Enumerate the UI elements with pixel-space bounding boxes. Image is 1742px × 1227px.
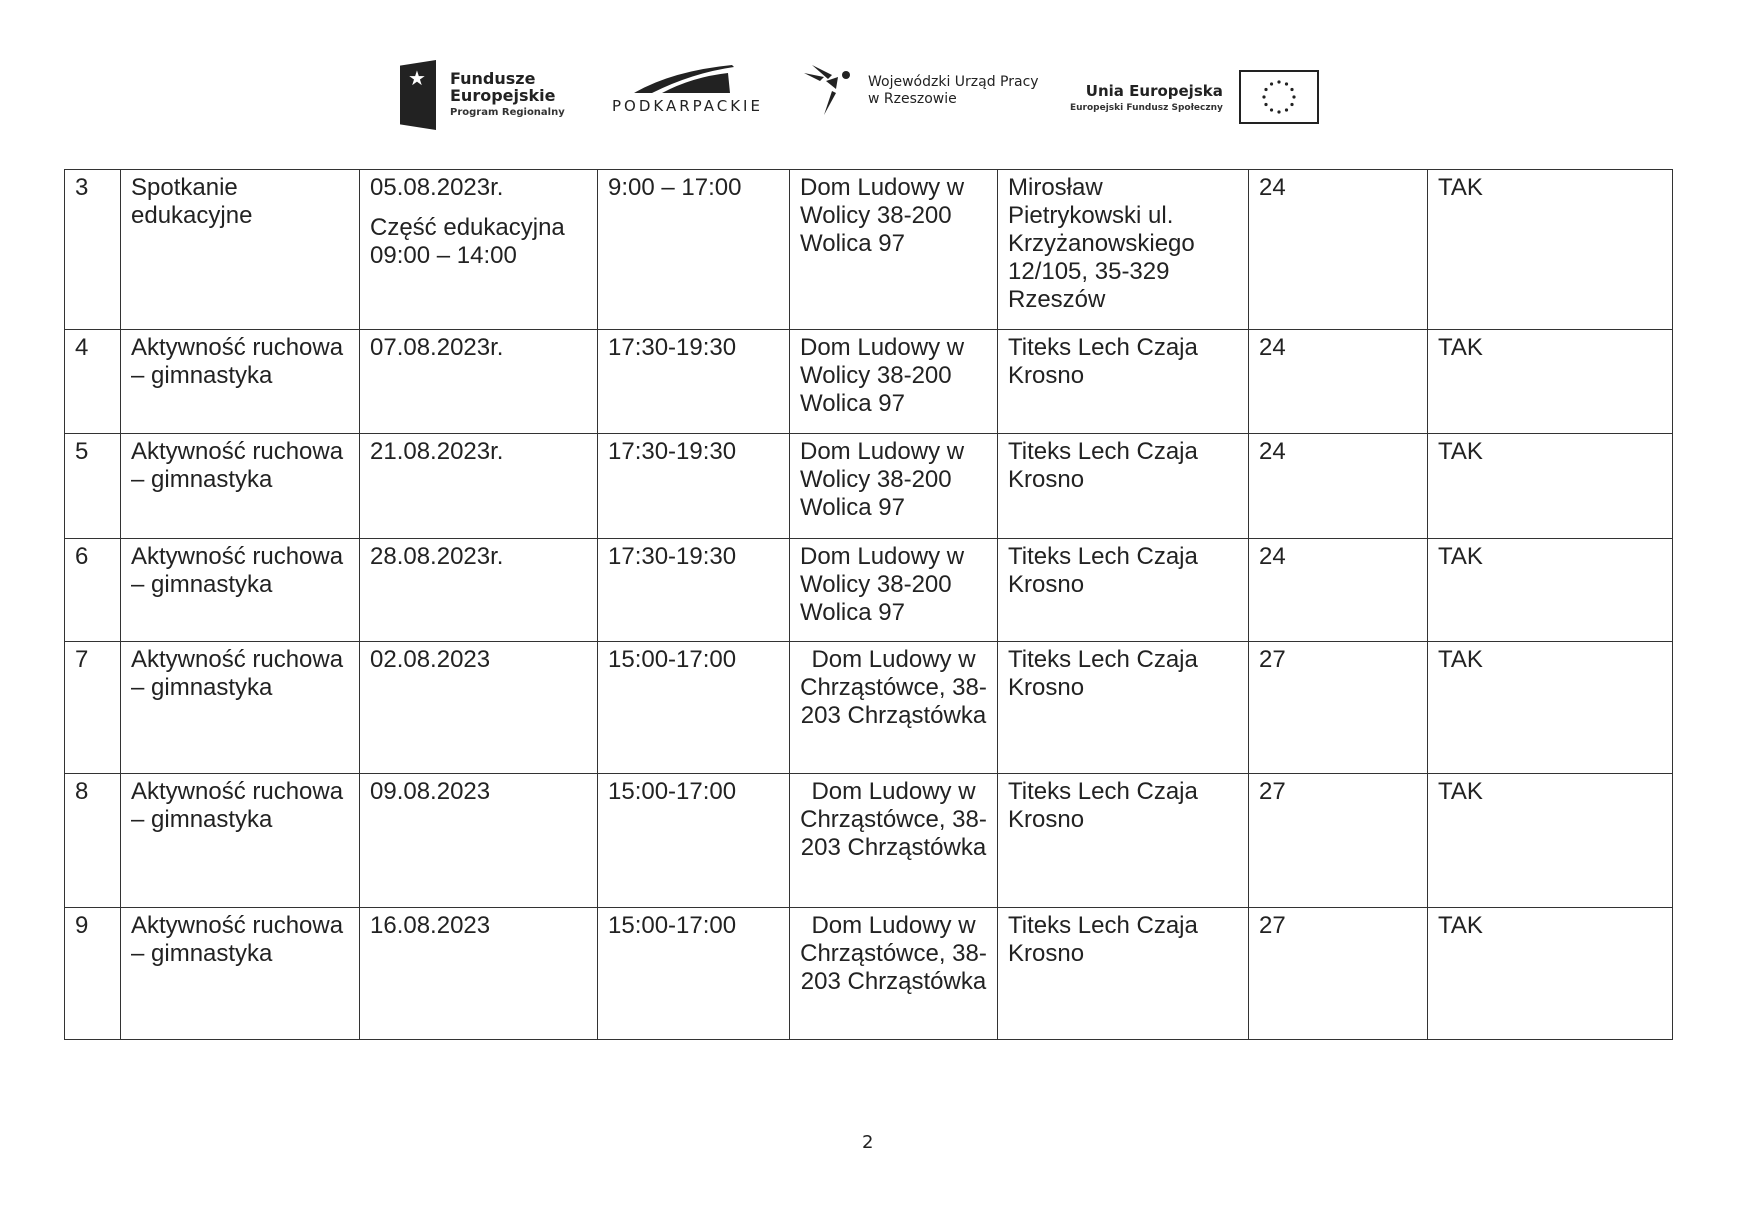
time-cell <box>598 170 790 330</box>
provider-cell <box>998 539 1249 642</box>
status: TAK <box>1438 438 1483 465</box>
participant-count: 24 <box>1259 334 1286 361</box>
fe-line3: Program Regionalny <box>450 106 565 118</box>
time: 17:30-19:30 <box>608 543 737 570</box>
date: 09.08.2023 <box>370 778 491 805</box>
table-row <box>65 434 1673 539</box>
provider-cell <box>998 908 1249 1040</box>
activity-name: Aktywność ruchowa – gimnastyka <box>131 778 344 833</box>
activity-name-cell <box>121 330 360 434</box>
participant-count: 24 <box>1259 438 1286 465</box>
status: TAK <box>1438 543 1483 570</box>
time-cell <box>598 642 790 774</box>
status: TAK <box>1438 174 1483 201</box>
eu-stars-icon <box>1259 77 1299 117</box>
provider: Titeks Lech Czaja Krosno <box>1008 778 1198 833</box>
date-cell <box>360 170 598 330</box>
time: 15:00-17:00 <box>608 912 737 939</box>
activity-name: Aktywność ruchowa – gimnastyka <box>131 646 344 701</box>
row-number-cell <box>65 539 121 642</box>
activity-name: Aktywność ruchowa – gimnastyka <box>131 543 344 598</box>
row-number: 3 <box>75 174 89 201</box>
ue-line2: Europejski Fundusz Społeczny <box>1070 102 1223 113</box>
date-cell <box>360 642 598 774</box>
participant-count-cell <box>1249 170 1428 330</box>
podkarpackie-text: PODKARPACKIE <box>612 97 763 115</box>
status: TAK <box>1438 912 1483 939</box>
provider: Titeks Lech Czaja Krosno <box>1008 912 1198 967</box>
participant-count-cell <box>1249 330 1428 434</box>
date: 28.08.2023r. <box>370 543 504 570</box>
row-number-cell <box>65 774 121 908</box>
row-number: 5 <box>75 438 89 465</box>
table-row <box>65 330 1673 434</box>
fundusze-europejskie-logo <box>400 60 565 130</box>
participant-count: 27 <box>1259 646 1286 673</box>
status: TAK <box>1438 646 1483 673</box>
activity-name-cell <box>121 908 360 1040</box>
time-cell <box>598 434 790 539</box>
participant-count-cell <box>1249 539 1428 642</box>
fe-line1: Fundusze <box>450 68 536 88</box>
schedule-table <box>64 169 1673 1040</box>
time-cell <box>598 330 790 434</box>
table-row <box>65 774 1673 908</box>
participant-count-cell <box>1249 908 1428 1040</box>
place: Dom Ludowy w Wolicy 38-200 Wolica 97 <box>800 334 965 417</box>
date-cell <box>360 908 598 1040</box>
provider: Titeks Lech Czaja Krosno <box>1008 334 1198 389</box>
place-cell <box>790 539 998 642</box>
participant-count: 24 <box>1259 174 1286 201</box>
wup-line2: w Rzeszowie <box>868 91 957 107</box>
header-logos <box>0 55 1742 135</box>
date: 07.08.2023r. <box>370 334 504 361</box>
provider: Titeks Lech Czaja Krosno <box>1008 438 1198 493</box>
ue-line1: Unia Europejska <box>1085 81 1223 100</box>
provider: Titeks Lech Czaja Krosno <box>1008 543 1198 598</box>
table-row <box>65 908 1673 1040</box>
date: 21.08.2023r. <box>370 438 504 465</box>
place: Dom Ludowy w Chrząstówce, 38-203 Chrząstówka <box>800 778 987 861</box>
activity-name: Aktywność ruchowa – gimnastyka <box>131 334 344 389</box>
place: Dom Ludowy w Wolicy 38-200 Wolica 97 <box>800 438 965 521</box>
wup-logo <box>802 63 1039 119</box>
place: Dom Ludowy w Chrząstówce, 38-203 Chrząstówka <box>800 912 987 995</box>
time: 15:00-17:00 <box>608 778 737 805</box>
provider: Mirosław Pietrykowski ul. Krzyżanowskiego 12/105, 35-329 Rzeszów <box>1008 174 1195 313</box>
wup-line1: Wojewódzki Urząd Pracy <box>868 74 1039 90</box>
row-number-cell <box>65 330 121 434</box>
eu-flag-icon <box>1239 70 1319 124</box>
time-cell <box>598 539 790 642</box>
activity-name: Aktywność ruchowa – gimnastyka <box>131 438 344 493</box>
place-cell <box>790 908 998 1040</box>
participant-count: 24 <box>1259 543 1286 570</box>
podkarpackie-logo <box>612 63 763 115</box>
date-cell <box>360 434 598 539</box>
time-cell <box>598 908 790 1040</box>
status-cell <box>1428 642 1673 774</box>
status-cell <box>1428 330 1673 434</box>
provider-cell <box>998 170 1249 330</box>
place-cell <box>790 434 998 539</box>
date: 16.08.2023 <box>370 912 491 939</box>
status-cell <box>1428 434 1673 539</box>
row-number: 8 <box>75 778 89 805</box>
place: Dom Ludowy w Chrząstówce, 38-203 Chrząstówka <box>800 646 987 729</box>
table-row <box>65 642 1673 774</box>
time-cell <box>598 774 790 908</box>
status: TAK <box>1438 334 1483 361</box>
place-cell <box>790 774 998 908</box>
page-number: 2 <box>862 1132 874 1153</box>
participant-count-cell <box>1249 774 1428 908</box>
fe-emblem-icon <box>400 60 436 130</box>
activity-name: Spotkanie edukacyjne <box>131 174 253 229</box>
place-cell <box>790 330 998 434</box>
table-row <box>65 539 1673 642</box>
activity-name: Aktywność ruchowa – gimnastyka <box>131 912 344 967</box>
row-number: 7 <box>75 646 89 673</box>
row-number: 4 <box>75 334 89 361</box>
status-cell <box>1428 774 1673 908</box>
row-number: 6 <box>75 543 89 570</box>
participant-count-cell <box>1249 642 1428 774</box>
time: 17:30-19:30 <box>608 438 737 465</box>
participant-count-cell <box>1249 434 1428 539</box>
date-cell <box>360 539 598 642</box>
status: TAK <box>1438 778 1483 805</box>
time: 9:00 – 17:00 <box>608 174 742 201</box>
row-number-cell <box>65 434 121 539</box>
activity-name-cell <box>121 170 360 330</box>
row-number-cell <box>65 908 121 1040</box>
provider-cell <box>998 330 1249 434</box>
row-number-cell <box>65 170 121 330</box>
date-cell <box>360 330 598 434</box>
date: 02.08.2023 <box>370 646 491 673</box>
provider-cell <box>998 774 1249 908</box>
row-number-cell <box>65 642 121 774</box>
time: 15:00-17:00 <box>608 646 737 673</box>
place-cell <box>790 642 998 774</box>
status-cell <box>1428 908 1673 1040</box>
podkarpackie-swoosh-icon <box>632 63 742 95</box>
provider-cell <box>998 434 1249 539</box>
place: Dom Ludowy w Wolicy 38-200 Wolica 97 <box>800 174 965 257</box>
participant-count: 27 <box>1259 912 1286 939</box>
fe-line2: Europejskie <box>450 85 556 105</box>
wup-bird-icon <box>802 63 862 119</box>
date-cell <box>360 774 598 908</box>
time: 17:30-19:30 <box>608 334 737 361</box>
status-cell <box>1428 170 1673 330</box>
provider: Titeks Lech Czaja Krosno <box>1008 646 1198 701</box>
participant-count: 27 <box>1259 778 1286 805</box>
date: 05.08.2023r. <box>370 174 504 201</box>
row-number: 9 <box>75 912 89 939</box>
provider-cell <box>998 642 1249 774</box>
activity-name-cell <box>121 642 360 774</box>
status-cell <box>1428 539 1673 642</box>
date-extra: Część edukacyjna 09:00 – 14:00 <box>370 214 565 269</box>
place: Dom Ludowy w Wolicy 38-200 Wolica 97 <box>800 543 965 626</box>
activity-name-cell <box>121 434 360 539</box>
place-cell <box>790 170 998 330</box>
activity-name-cell <box>121 774 360 908</box>
activity-name-cell <box>121 539 360 642</box>
ue-logo <box>1070 70 1319 124</box>
table-row <box>65 170 1673 330</box>
